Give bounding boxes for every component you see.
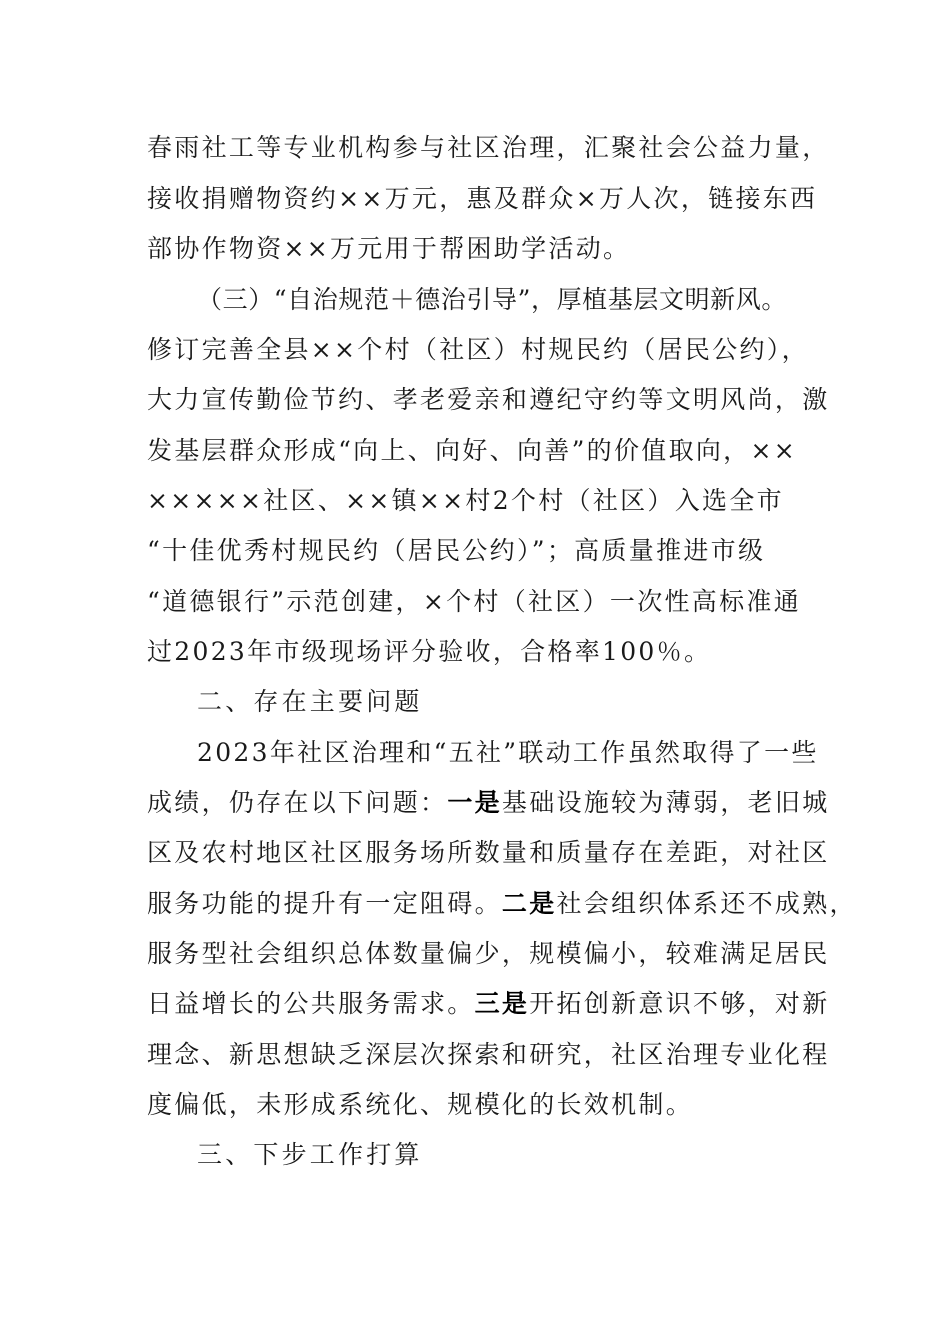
text-segment: 基础设施较为薄弱，老旧城 <box>501 788 830 817</box>
text-segment: 社会组织体系还不成熟， <box>556 889 857 918</box>
paragraph-line: 大力宣传勤俭节约、孝老爱亲和遵纪守约等文明风尚，激 <box>147 385 830 414</box>
paragraph-line: 度偏低，未形成系统化、规模化的长效机制。 <box>147 1090 694 1119</box>
text-segment: 服务功能的提升有一定阻碍。 <box>147 889 502 918</box>
text-segment: 成绩，仍存在以下问题： <box>147 788 448 817</box>
keyword-emphasis: 二是 <box>501 889 557 918</box>
paragraph-line: 修订完善全县××个村（社区）村规民约（居民公约）， <box>147 335 809 364</box>
keyword-emphasis: 一是 <box>447 788 502 817</box>
paragraph-line: 接收捐赠物资约××万元，惠及群众×万人次，链接东西 <box>147 184 818 213</box>
paragraph-line: “道德银行”示范创建，×个村（社区）一次性高标准通 <box>147 587 802 616</box>
paragraph-line: 过2023年市级现场评分验收，合格率100％。 <box>147 637 712 666</box>
paragraph-line <box>147 987 830 1021</box>
section-heading: 三、下步工作打算 <box>197 1140 423 1169</box>
paragraph-line: 2023年社区治理和“五社”联动工作虽然取得了一些 <box>197 738 819 767</box>
paragraph-line: 部协作物资××万元用于帮困助学活动。 <box>147 234 631 263</box>
keyword-emphasis: 三是 <box>474 989 530 1018</box>
paragraph-line <box>147 887 857 921</box>
paragraph-line: 区及农村地区社区服务场所数量和质量存在差距，对社区 <box>147 838 830 867</box>
paragraph-line: 理念、新思想缺乏深层次探索和研究，社区治理专业化程 <box>147 1040 830 1069</box>
paragraph-line <box>147 786 830 820</box>
section-heading: 二、存在主要问题 <box>197 687 423 716</box>
paragraph-line: 发基层群众形成“向上、向好、向善”的价值取向，×× <box>147 436 797 465</box>
paragraph-line: ×××××社区、××镇××村2个村（社区）入选全市 <box>147 486 784 515</box>
subheading-line: （三）“自治规范＋德治引导”，厚植基层文明新风。 <box>197 285 787 314</box>
paragraph-line: 春雨社工等专业机构参与社区治理，汇聚社会公益力量， <box>147 133 830 162</box>
paragraph-line: 服务型社会组织总体数量偏少，规模偏小，较难满足居民 <box>147 939 830 968</box>
paragraph-line: “十佳优秀村规民约（居民公约）”；高质量推进市级 <box>147 536 766 565</box>
text-segment: 开拓创新意识不够，对新 <box>529 989 830 1018</box>
text-segment: 日益增长的公共服务需求。 <box>147 989 475 1018</box>
